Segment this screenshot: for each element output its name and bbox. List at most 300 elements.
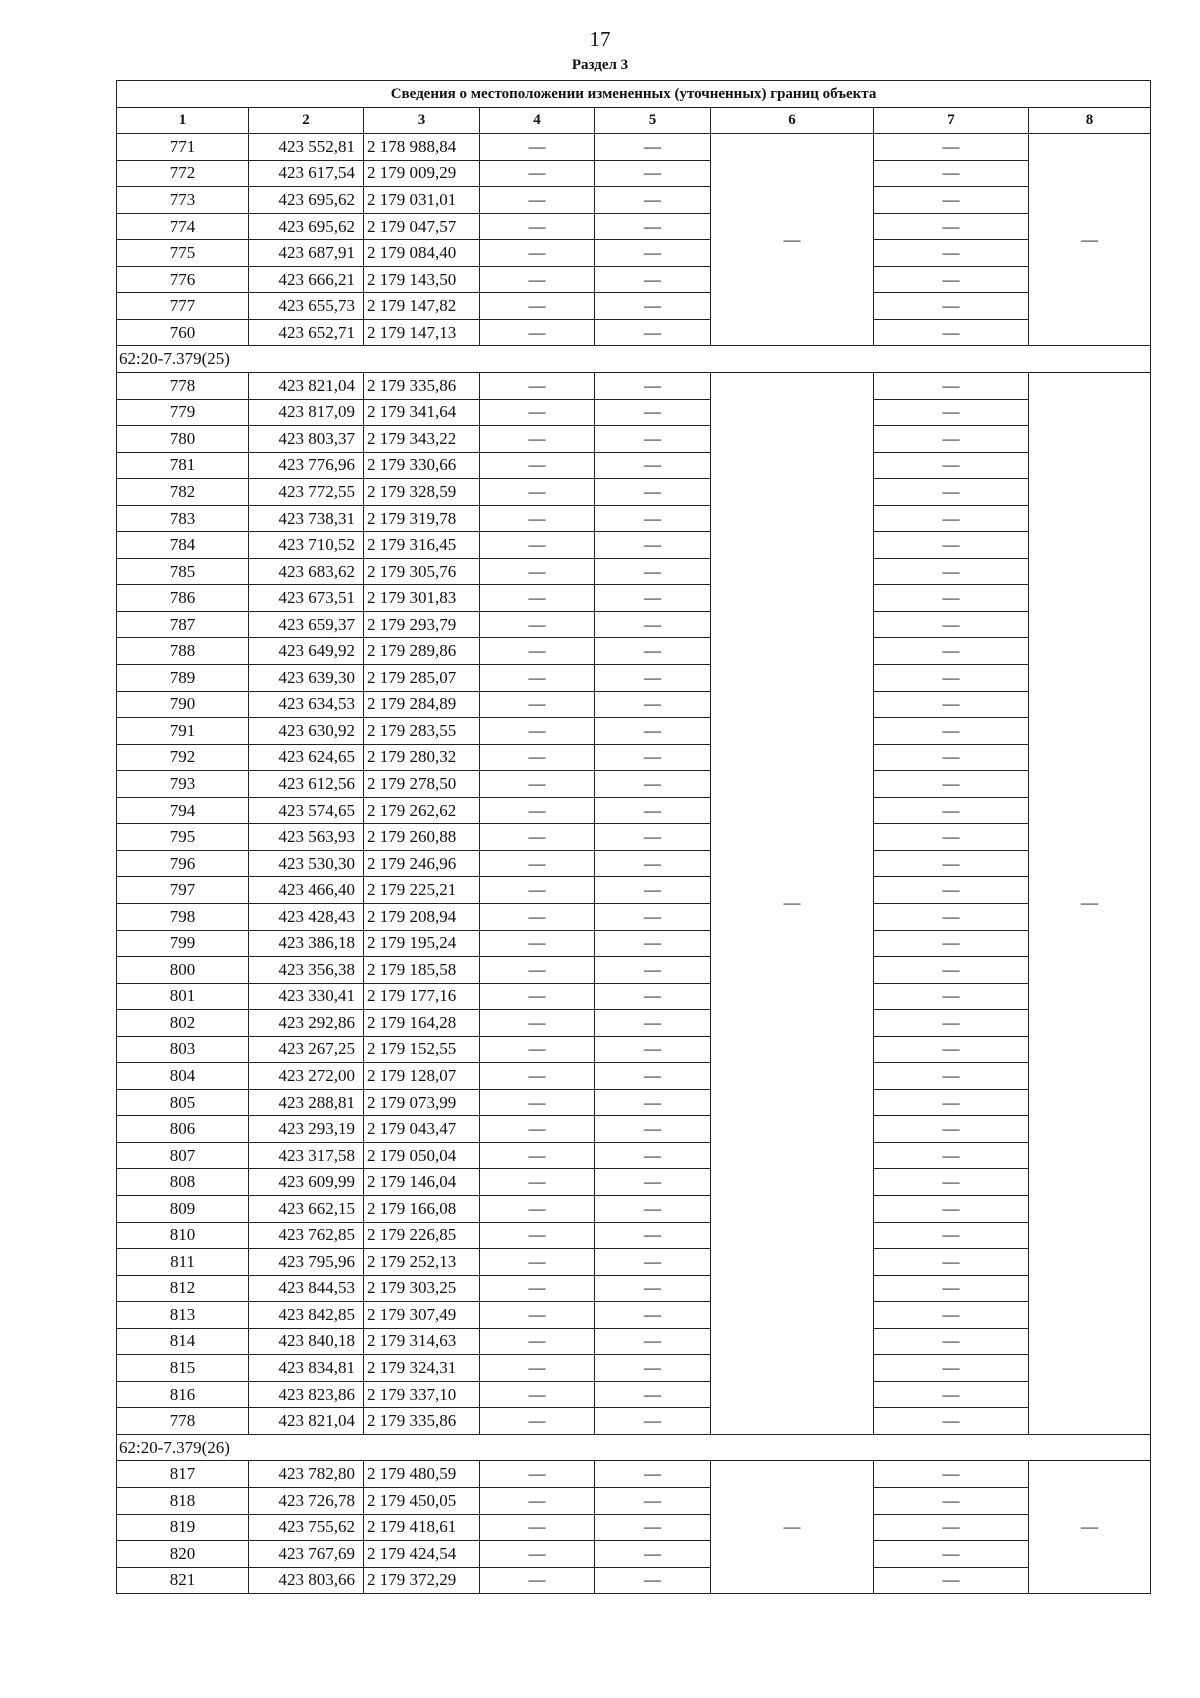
point-number: 805 [117, 1089, 249, 1116]
column-4-value: — [480, 1541, 595, 1568]
column-4-value: — [480, 930, 595, 957]
table-row [117, 373, 1151, 400]
table-row [117, 744, 1151, 771]
coordinate-y: 2 179 480,59 [364, 1461, 480, 1488]
column-4-value: — [480, 903, 595, 930]
point-number: 772 [117, 160, 249, 187]
coordinate-y: 2 179 335,86 [364, 1408, 480, 1435]
coordinate-x: 423 267,25 [249, 1036, 364, 1063]
coordinate-y: 2 179 305,76 [364, 558, 480, 585]
point-number: 800 [117, 957, 249, 984]
column-header-1: 1 [117, 107, 249, 134]
coordinate-x: 423 842,85 [249, 1302, 364, 1329]
coordinate-x: 423 624,65 [249, 744, 364, 771]
table-row [117, 532, 1151, 559]
table-row [117, 1328, 1151, 1355]
column-4-value: — [480, 1487, 595, 1514]
table-row [117, 957, 1151, 984]
column-5-value: — [595, 1328, 711, 1355]
column-7-value: — [874, 426, 1029, 453]
coordinate-y: 2 179 050,04 [364, 1142, 480, 1169]
coordinate-x: 423 821,04 [249, 1408, 364, 1435]
table-row [117, 877, 1151, 904]
column-4-value: — [480, 771, 595, 798]
coordinate-x: 423 821,04 [249, 373, 364, 400]
coordinate-y: 2 179 226,85 [364, 1222, 480, 1249]
column-7-value: — [874, 1063, 1029, 1090]
coordinate-x: 423 652,71 [249, 319, 364, 346]
coordinate-y: 2 179 307,49 [364, 1302, 480, 1329]
coordinate-y: 2 179 418,61 [364, 1514, 480, 1541]
column-5-value: — [595, 665, 711, 692]
column-4-value: — [480, 240, 595, 267]
point-number: 773 [117, 187, 249, 214]
column-4-value: — [480, 638, 595, 665]
table-caption: Сведения о местоположении измененных (уточненных) границ объекта [117, 81, 1151, 108]
column-4-value: — [480, 1408, 595, 1435]
coordinate-y: 2 179 164,28 [364, 1010, 480, 1037]
column-5-value: — [595, 213, 711, 240]
column-7-value: — [874, 1408, 1029, 1435]
column-7-value: — [874, 957, 1029, 984]
column-4-value: — [480, 1381, 595, 1408]
column-4-value: — [480, 426, 595, 453]
column-5-value: — [595, 558, 711, 585]
column-5-value: — [595, 771, 711, 798]
column-5-value: — [595, 1541, 711, 1568]
table-row [117, 930, 1151, 957]
coordinate-x: 423 552,81 [249, 134, 364, 161]
table-row [117, 611, 1151, 638]
coordinate-y: 2 179 009,29 [364, 160, 480, 187]
column-4-value: — [480, 213, 595, 240]
column-4-value: — [480, 558, 595, 585]
point-number: 816 [117, 1381, 249, 1408]
coordinate-y: 2 179 337,10 [364, 1381, 480, 1408]
column-5-value: — [595, 1010, 711, 1037]
column-7-value: — [874, 1487, 1029, 1514]
column-5-value: — [595, 1195, 711, 1222]
column-4-value: — [480, 1116, 595, 1143]
table-row [117, 1487, 1151, 1514]
coordinate-y: 2 179 260,88 [364, 824, 480, 851]
column-5-value: — [595, 930, 711, 957]
point-number: 789 [117, 665, 249, 692]
column-4-value: — [480, 957, 595, 984]
column-4-value: — [480, 134, 595, 161]
coordinate-x: 423 803,37 [249, 426, 364, 453]
column-4-value: — [480, 797, 595, 824]
column-4-value: — [480, 877, 595, 904]
coordinate-x: 423 428,43 [249, 903, 364, 930]
column-7-value: — [874, 373, 1029, 400]
table-row [117, 134, 1151, 161]
column-header-8: 8 [1029, 107, 1151, 134]
point-number: 813 [117, 1302, 249, 1329]
column-5-value: — [595, 585, 711, 612]
group-row [117, 1434, 1151, 1461]
coordinate-y: 2 179 335,86 [364, 373, 480, 400]
coordinate-x: 423 817,09 [249, 399, 364, 426]
column-7-value: — [874, 399, 1029, 426]
column-4-value: — [480, 1567, 595, 1594]
coordinate-y: 2 179 246,96 [364, 850, 480, 877]
coordinate-y: 2 179 316,45 [364, 532, 480, 559]
coordinate-x: 423 612,56 [249, 771, 364, 798]
column-7-value: — [874, 505, 1029, 532]
coordinate-y: 2 179 278,50 [364, 771, 480, 798]
column-4-value: — [480, 983, 595, 1010]
column-header-4: 4 [480, 107, 595, 134]
column-5-value: — [595, 426, 711, 453]
column-4-value: — [480, 1222, 595, 1249]
point-number: 798 [117, 903, 249, 930]
column-4-value: — [480, 1142, 595, 1169]
table-row [117, 1355, 1151, 1382]
table-row [117, 1461, 1151, 1488]
coordinate-x: 423 317,58 [249, 1142, 364, 1169]
column-header-3: 3 [364, 107, 480, 134]
coordinate-x: 423 695,62 [249, 213, 364, 240]
coordinate-x: 423 630,92 [249, 718, 364, 745]
table-row [117, 1036, 1151, 1063]
coordinate-x: 423 673,51 [249, 585, 364, 612]
coordinate-y: 2 179 303,25 [364, 1275, 480, 1302]
column-4-value: — [480, 1063, 595, 1090]
coordinate-x: 423 530,30 [249, 850, 364, 877]
coordinate-x: 423 356,38 [249, 957, 364, 984]
column-7-value: — [874, 1541, 1029, 1568]
column-5-value: — [595, 1461, 711, 1488]
column-5-value: — [595, 373, 711, 400]
table-row [117, 718, 1151, 745]
point-number: 817 [117, 1461, 249, 1488]
column-7-value: — [874, 1036, 1029, 1063]
point-number: 782 [117, 479, 249, 506]
coordinate-x: 423 609,99 [249, 1169, 364, 1196]
table-row [117, 505, 1151, 532]
coordinate-y: 2 179 424,54 [364, 1541, 480, 1568]
point-number: 796 [117, 850, 249, 877]
table-row [117, 266, 1151, 293]
column-5-value: — [595, 1567, 711, 1594]
column-7-value: — [874, 266, 1029, 293]
coordinate-x: 423 666,21 [249, 266, 364, 293]
column-8-value: — [1029, 134, 1151, 346]
coordinate-y: 2 179 283,55 [364, 718, 480, 745]
column-5-value: — [595, 1275, 711, 1302]
table-row [117, 1275, 1151, 1302]
point-number: 795 [117, 824, 249, 851]
coordinate-y: 2 179 252,13 [364, 1249, 480, 1276]
coordinate-y: 2 179 341,64 [364, 399, 480, 426]
coordinate-y: 2 179 043,47 [364, 1116, 480, 1143]
column-5-value: — [595, 983, 711, 1010]
column-4-value: — [480, 824, 595, 851]
column-8-value: — [1029, 1461, 1151, 1594]
column-5-value: — [595, 1063, 711, 1090]
column-7-value: — [874, 983, 1029, 1010]
column-4-value: — [480, 1275, 595, 1302]
point-number: 781 [117, 452, 249, 479]
table-row [117, 1142, 1151, 1169]
table-row [117, 1514, 1151, 1541]
column-4-value: — [480, 691, 595, 718]
coordinate-y: 2 179 147,82 [364, 293, 480, 320]
page-number: 17 [589, 27, 611, 51]
column-5-value: — [595, 611, 711, 638]
column-5-value: — [595, 1036, 711, 1063]
column-7-value: — [874, 824, 1029, 851]
table-row [117, 824, 1151, 851]
parcel-number: 62:20-7.379(26) [117, 1434, 1151, 1461]
column-4-value: — [480, 187, 595, 214]
point-number: 808 [117, 1169, 249, 1196]
point-number: 802 [117, 1010, 249, 1037]
table-row [117, 1063, 1151, 1090]
table-row [117, 1381, 1151, 1408]
table-row [117, 319, 1151, 346]
point-number: 785 [117, 558, 249, 585]
column-4-value: — [480, 1355, 595, 1382]
point-number: 779 [117, 399, 249, 426]
column-6-value: — [711, 1461, 874, 1594]
column-7-value: — [874, 1328, 1029, 1355]
section-title: Раздел 3 [571, 57, 629, 73]
coordinate-x: 423 782,80 [249, 1461, 364, 1488]
table-row [117, 160, 1151, 187]
point-number: 820 [117, 1541, 249, 1568]
point-number: 799 [117, 930, 249, 957]
column-4-value: — [480, 1461, 595, 1488]
column-4-value: — [480, 585, 595, 612]
point-number: 787 [117, 611, 249, 638]
coordinate-x: 423 695,62 [249, 187, 364, 214]
table-row [117, 293, 1151, 320]
point-number: 792 [117, 744, 249, 771]
column-4-value: — [480, 611, 595, 638]
point-number: 810 [117, 1222, 249, 1249]
column-5-value: — [595, 293, 711, 320]
coordinate-x: 423 772,55 [249, 479, 364, 506]
coordinate-x: 423 655,73 [249, 293, 364, 320]
table-row [117, 1408, 1151, 1435]
column-7-value: — [874, 558, 1029, 585]
coordinate-y: 2 179 280,32 [364, 744, 480, 771]
table-row [117, 399, 1151, 426]
column-5-value: — [595, 744, 711, 771]
column-5-value: — [595, 187, 711, 214]
table-row [117, 479, 1151, 506]
coordinate-y: 2 179 450,05 [364, 1487, 480, 1514]
boundary-coordinates-table [116, 80, 1151, 1594]
column-5-value: — [595, 1487, 711, 1514]
group-row [117, 346, 1151, 373]
point-number: 791 [117, 718, 249, 745]
table-row [117, 426, 1151, 453]
column-5-value: — [595, 505, 711, 532]
column-7-value: — [874, 638, 1029, 665]
column-4-value: — [480, 665, 595, 692]
column-5-value: — [595, 638, 711, 665]
column-4-value: — [480, 452, 595, 479]
point-number: 821 [117, 1567, 249, 1594]
column-5-value: — [595, 824, 711, 851]
point-number: 806 [117, 1116, 249, 1143]
column-header-5: 5 [595, 107, 711, 134]
column-7-value: — [874, 1381, 1029, 1408]
coordinate-x: 423 634,53 [249, 691, 364, 718]
column-5-value: — [595, 1381, 711, 1408]
coordinate-x: 423 662,15 [249, 1195, 364, 1222]
coordinate-y: 2 179 262,62 [364, 797, 480, 824]
table-row [117, 1541, 1151, 1568]
column-7-value: — [874, 134, 1029, 161]
coordinate-y: 2 179 143,50 [364, 266, 480, 293]
table-row [117, 665, 1151, 692]
table-row [117, 850, 1151, 877]
column-5-value: — [595, 1302, 711, 1329]
column-4-value: — [480, 718, 595, 745]
column-5-value: — [595, 903, 711, 930]
coordinate-x: 423 726,78 [249, 1487, 364, 1514]
column-5-value: — [595, 479, 711, 506]
coordinate-x: 423 767,69 [249, 1541, 364, 1568]
coordinate-y: 2 179 314,63 [364, 1328, 480, 1355]
column-7-value: — [874, 1142, 1029, 1169]
table-row [117, 1302, 1151, 1329]
column-5-value: — [595, 532, 711, 559]
point-number: 775 [117, 240, 249, 267]
table-row [117, 1249, 1151, 1276]
column-7-value: — [874, 611, 1029, 638]
coordinate-x: 423 574,65 [249, 797, 364, 824]
column-5-value: — [595, 1089, 711, 1116]
point-number: 771 [117, 134, 249, 161]
coordinate-y: 2 179 166,08 [364, 1195, 480, 1222]
column-5-value: — [595, 850, 711, 877]
column-4-value: — [480, 1328, 595, 1355]
coordinate-x: 423 466,40 [249, 877, 364, 904]
coordinate-x: 423 617,54 [249, 160, 364, 187]
column-4-value: — [480, 373, 595, 400]
coordinate-y: 2 179 185,58 [364, 957, 480, 984]
coordinate-x: 423 795,96 [249, 1249, 364, 1276]
column-4-value: — [480, 532, 595, 559]
column-4-value: — [480, 1514, 595, 1541]
coordinate-y: 2 179 128,07 [364, 1063, 480, 1090]
point-number: 790 [117, 691, 249, 718]
column-7-value: — [874, 213, 1029, 240]
point-number: 784 [117, 532, 249, 559]
point-number: 777 [117, 293, 249, 320]
column-header-2: 2 [249, 107, 364, 134]
column-5-value: — [595, 240, 711, 267]
coordinate-x: 423 683,62 [249, 558, 364, 585]
point-number: 774 [117, 213, 249, 240]
coordinate-x: 423 762,85 [249, 1222, 364, 1249]
point-number: 776 [117, 266, 249, 293]
column-7-value: — [874, 771, 1029, 798]
coordinate-x: 423 563,93 [249, 824, 364, 851]
coordinate-y: 2 179 284,89 [364, 691, 480, 718]
column-7-value: — [874, 1275, 1029, 1302]
column-7-value: — [874, 1169, 1029, 1196]
column-7-value: — [874, 691, 1029, 718]
column-4-value: — [480, 293, 595, 320]
coordinate-y: 2 179 177,16 [364, 983, 480, 1010]
coordinate-x: 423 803,66 [249, 1567, 364, 1594]
column-7-value: — [874, 930, 1029, 957]
table-row [117, 903, 1151, 930]
column-5-value: — [595, 319, 711, 346]
coordinate-y: 2 179 146,04 [364, 1169, 480, 1196]
column-7-value: — [874, 744, 1029, 771]
coordinate-x: 423 823,86 [249, 1381, 364, 1408]
column-7-value: — [874, 718, 1029, 745]
coordinate-y: 2 179 208,94 [364, 903, 480, 930]
coordinate-x: 423 844,53 [249, 1275, 364, 1302]
column-5-value: — [595, 266, 711, 293]
point-number: 793 [117, 771, 249, 798]
point-number: 788 [117, 638, 249, 665]
column-5-value: — [595, 691, 711, 718]
coordinate-y: 2 179 031,01 [364, 187, 480, 214]
column-4-value: — [480, 399, 595, 426]
column-4-value: — [480, 1249, 595, 1276]
table-row [117, 1195, 1151, 1222]
column-7-value: — [874, 585, 1029, 612]
table-row [117, 691, 1151, 718]
column-7-value: — [874, 1514, 1029, 1541]
column-4-value: — [480, 1195, 595, 1222]
column-7-value: — [874, 1116, 1029, 1143]
column-4-value: — [480, 1036, 595, 1063]
coordinate-y: 2 179 152,55 [364, 1036, 480, 1063]
column-7-value: — [874, 665, 1029, 692]
column-7-value: — [874, 1010, 1029, 1037]
coordinate-y: 2 179 328,59 [364, 479, 480, 506]
table-row [117, 558, 1151, 585]
table-row [117, 1222, 1151, 1249]
column-6-value: — [711, 134, 874, 346]
coordinate-x: 423 840,18 [249, 1328, 364, 1355]
point-number: 814 [117, 1328, 249, 1355]
column-5-value: — [595, 452, 711, 479]
table-row [117, 585, 1151, 612]
column-7-value: — [874, 187, 1029, 214]
point-number: 807 [117, 1142, 249, 1169]
column-header-7: 7 [874, 107, 1029, 134]
coordinate-y: 2 179 047,57 [364, 213, 480, 240]
coordinate-x: 423 288,81 [249, 1089, 364, 1116]
column-5-value: — [595, 399, 711, 426]
table-row [117, 1567, 1151, 1594]
column-4-value: — [480, 479, 595, 506]
point-number: 815 [117, 1355, 249, 1382]
point-number: 778 [117, 373, 249, 400]
point-number: 778 [117, 1408, 249, 1435]
column-4-value: — [480, 160, 595, 187]
column-5-value: — [595, 1408, 711, 1435]
table-row [117, 213, 1151, 240]
column-5-value: — [595, 1249, 711, 1276]
coordinate-x: 423 834,81 [249, 1355, 364, 1382]
coordinate-x: 423 738,31 [249, 505, 364, 532]
table-header-row [117, 107, 1151, 134]
coordinate-y: 2 179 147,13 [364, 319, 480, 346]
column-8-value: — [1029, 373, 1151, 1435]
